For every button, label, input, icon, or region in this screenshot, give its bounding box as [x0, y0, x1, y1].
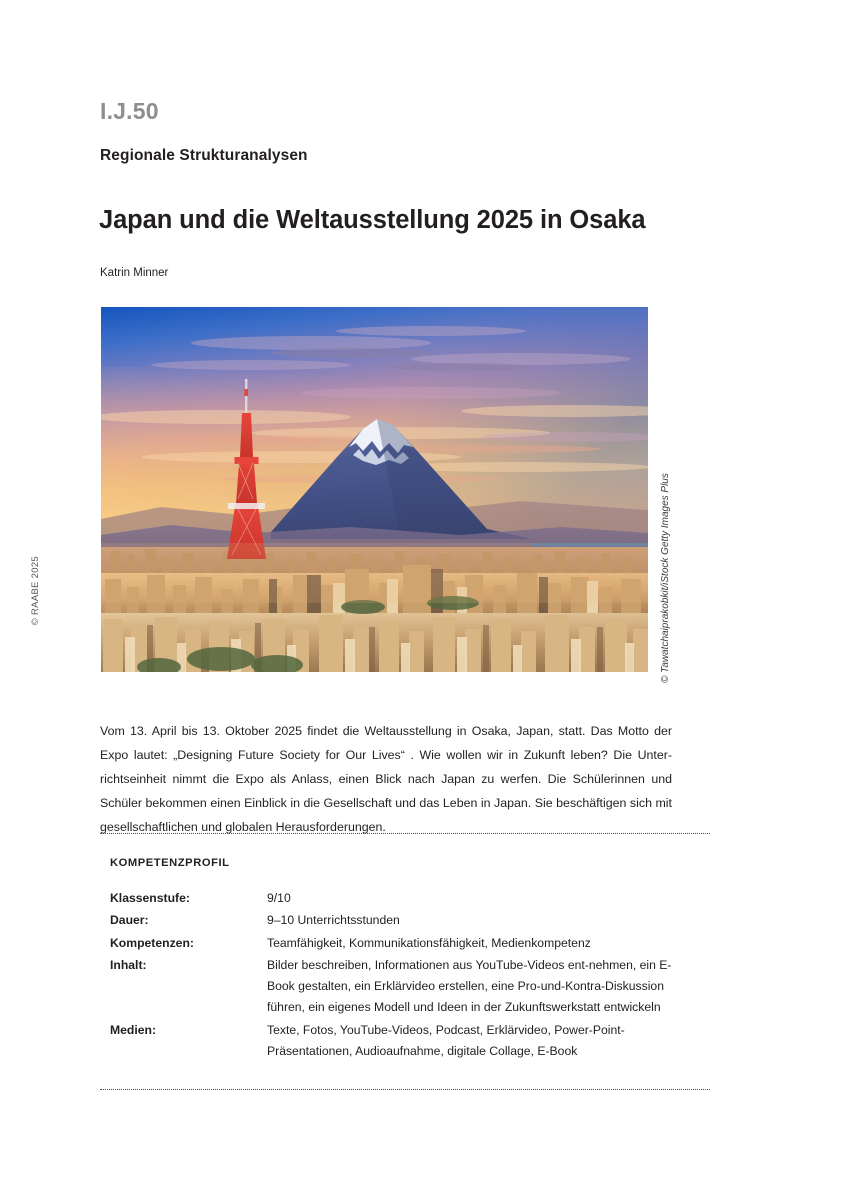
row-label: Dauer:: [110, 913, 149, 928]
header-photograph: [101, 307, 648, 672]
tokyo-skyline-illustration: [101, 307, 648, 672]
series-label: Regionale Strukturanalysen: [100, 147, 308, 164]
row-label: Medien:: [110, 1022, 157, 1037]
divider-bottom: [100, 1089, 710, 1091]
kompetenzprofil-heading: KOMPETENZPROFIL: [110, 857, 230, 869]
kompetenzprofil-rows: [110, 888, 690, 1063]
page-title: Japan und die Weltausstellung 2025 in Osaka: [99, 206, 646, 235]
row-value: Bilder beschreiben, Informationen aus YouTube-Videos ent-nehmen, ein E-Book gestalten, ein Erklärvideo erstellen, eine Pro-und-Kontra-Diskussion führen, ein eigenes Modell und Ideen in der Zukunftswerkstatt entwickeln: [267, 957, 672, 1015]
table-row: [110, 910, 690, 932]
row-value: Texte, Fotos, YouTube-Videos, Podcast, Erklärvideo, Power-Point-Präsentationen, Audioaufnahme, digitale Collage, E-Book: [267, 1022, 625, 1059]
row-value: 9–10 Unterrichtsstunden: [267, 913, 400, 928]
image-credit: © Tawatchaiprakobkit/iStock Getty Images Plus: [660, 473, 671, 683]
divider-top: [100, 833, 710, 835]
row-label: Klassenstufe:: [110, 891, 190, 905]
table-row: [110, 888, 690, 910]
row-value: 9/10: [267, 891, 291, 905]
table-row: [110, 1020, 690, 1064]
intro-paragraph: Vom 13. April bis 13. Oktober 2025 findet die Weltausstellung in Osaka, Japan, statt. Das Motto der Expo lautet: „Designing Future Society for Our Lives“ . Wie wollen wir in Zukunft leben? Die Unter-richtseinheit nimmt die Expo als Anlass, einen Blick nach Japan zu werfen. Die Schülerinnen und Schüler bekommen einen Einblick in die Gesellschaft und das Leben in Japan. Sie beschäftigen sich mit gesellschaftlichen und globalen Herausforderungen.: [100, 724, 672, 835]
row-label: Inhalt:: [110, 957, 147, 972]
unit-code: I.J.50: [100, 98, 159, 124]
table-row: [110, 933, 690, 955]
author-name: Katrin Minner: [100, 267, 169, 279]
row-label: Kompetenzen:: [110, 935, 194, 950]
kompetenzprofil-table: [110, 888, 690, 1063]
table-row: [110, 955, 690, 1020]
publisher-copyright-margin: © RAABE 2025: [30, 556, 41, 626]
row-value: Teamfähigkeit, Kommunikationsfähigkeit, Medienkompetenz: [267, 935, 591, 950]
